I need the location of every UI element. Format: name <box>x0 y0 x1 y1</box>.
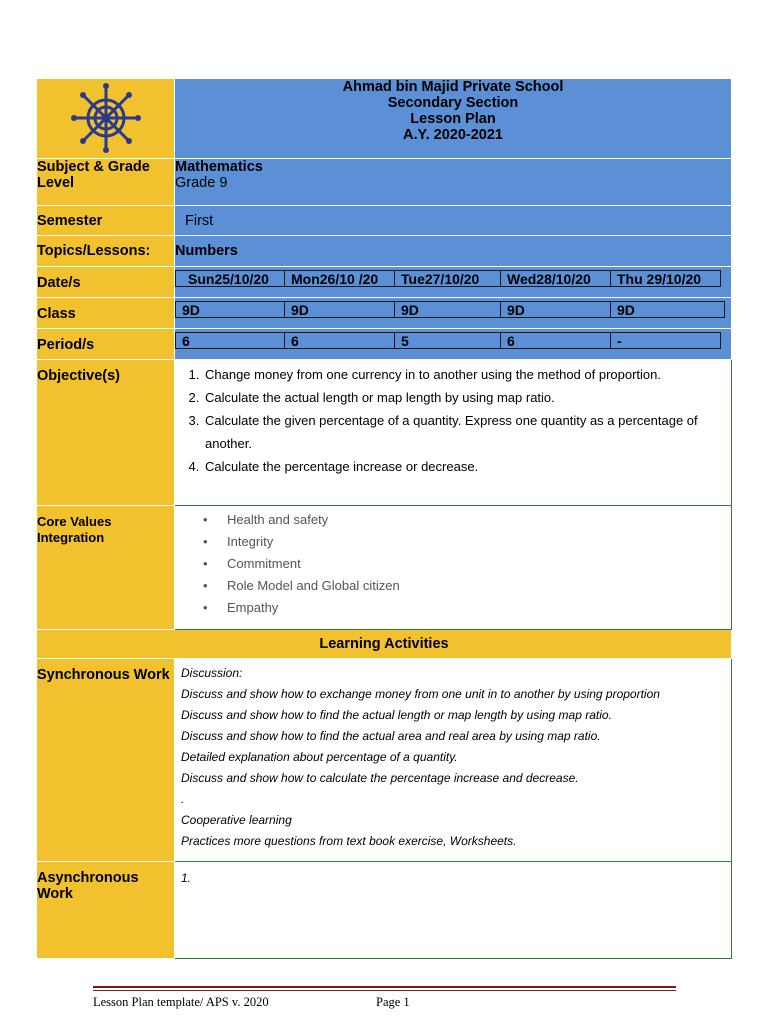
core-value-item: • Commitment <box>227 553 731 575</box>
class-label: Class <box>37 298 175 329</box>
ship-wheel-icon <box>70 82 142 154</box>
objective-item: 1. Change money from one currency in to another using the method of proportion. <box>203 363 731 386</box>
period-5: - <box>611 332 721 349</box>
core-values-list <box>175 509 731 619</box>
date-5: Thu 29/10/20 <box>611 270 721 287</box>
date-1: Sun25/10/20 <box>175 270 285 287</box>
class-4: 9D <box>501 301 611 318</box>
activity-line: Cooperative learning <box>181 813 292 827</box>
document-title: Lesson Plan <box>410 111 496 127</box>
objective-item: 4. Calculate the percentage increase or decrease. <box>203 455 731 478</box>
core-value-item: • Integrity <box>227 531 731 553</box>
activity-line: Practices more questions from text book exercise, Worksheets. <box>181 834 517 848</box>
topics-label: Topics/Lessons: <box>37 236 175 267</box>
objectives-cell <box>175 360 732 506</box>
objectives-list <box>175 363 731 478</box>
topics-value: Numbers <box>175 236 732 267</box>
objective-item: 3. Calculate the given percentage of a quantity. Express one quantity as a percentage of another. <box>203 409 731 455</box>
section-name: Secondary Section <box>387 95 519 111</box>
date-4: Wed28/10/20 <box>501 270 611 287</box>
asynchronous-content: 1. <box>181 871 192 885</box>
core-value-item: • Empathy <box>227 597 731 619</box>
bullet-icon: • <box>203 600 208 615</box>
semester-value: First <box>175 206 732 236</box>
footer-page-number: Page 1 <box>376 995 410 1009</box>
dates-label: Date/s <box>37 267 175 298</box>
subject-value: Mathematics <box>175 159 263 175</box>
synchronous-content <box>175 659 731 852</box>
periods-label: Period/s <box>37 329 175 360</box>
synchronous-label: Synchronous Work <box>37 659 175 862</box>
activity-line: Discuss and show how to exchange money from one unit in to another by using proportion <box>181 687 660 701</box>
logo-cell <box>37 79 175 159</box>
academic-year: A.Y. 2020-2021 <box>403 127 503 143</box>
lesson-plan-table <box>36 78 732 959</box>
period-4: 6 <box>501 332 611 349</box>
class-3: 9D <box>395 301 501 318</box>
objectives-label: Objective(s) <box>37 360 175 506</box>
class-cell <box>175 298 732 329</box>
date-3: Tue27/10/20 <box>395 270 501 287</box>
class-5: 9D <box>611 301 725 318</box>
period-3: 5 <box>395 332 501 349</box>
synchronous-cell <box>175 659 732 862</box>
periods-grid <box>175 332 731 349</box>
footer-rule <box>93 986 676 988</box>
bullet-icon: • <box>203 556 208 571</box>
activity-line: Discussion: <box>181 666 243 680</box>
activity-line: . <box>181 792 185 806</box>
dates-cell <box>175 267 732 298</box>
subject-cell <box>175 159 732 206</box>
semester-label: Semester <box>37 206 175 236</box>
activity-line: Discuss and show how to find the actual length or map length by using map ratio. <box>181 708 612 722</box>
period-1: 6 <box>175 332 285 349</box>
core-values-cell <box>175 506 732 630</box>
school-name: Ahmad bin Majid Private School <box>342 79 564 95</box>
grade-value: Grade 9 <box>175 175 228 191</box>
periods-cell <box>175 329 732 360</box>
core-value-item: • Role Model and Global citizen <box>227 575 731 597</box>
subject-label: Subject & Grade Level <box>37 159 175 206</box>
class-grid <box>175 301 731 318</box>
asynchronous-cell <box>175 862 732 959</box>
dates-grid <box>175 270 731 287</box>
class-2: 9D <box>285 301 395 318</box>
activity-line: Detailed explanation about percentage of a quantity. <box>181 750 458 764</box>
bullet-icon: • <box>203 578 208 593</box>
period-2: 6 <box>285 332 395 349</box>
objective-item: 2. Calculate the actual length or map length by using map ratio. <box>203 386 731 409</box>
bullet-icon: • <box>203 534 208 549</box>
page-footer <box>93 986 676 1011</box>
footer-rule <box>93 990 676 991</box>
activity-line: Discuss and show how to find the actual area and real area by using map ratio. <box>181 729 601 743</box>
core-values-label: Core Values Integration <box>37 506 175 630</box>
footer-template: Lesson Plan template/ APS v. 2020 <box>93 995 269 1009</box>
asynchronous-label: Asynchronous Work <box>37 862 175 959</box>
date-2: Mon26/10 /20 <box>285 270 395 287</box>
core-value-item: • Health and safety <box>227 509 731 531</box>
lesson-plan <box>36 78 732 959</box>
school-header <box>175 79 732 159</box>
learning-activities-title: Learning Activities <box>37 630 732 659</box>
bullet-icon: • <box>203 512 208 527</box>
activity-line: Discuss and show how to calculate the percentage increase and decrease. <box>181 771 579 785</box>
class-1: 9D <box>175 301 285 318</box>
